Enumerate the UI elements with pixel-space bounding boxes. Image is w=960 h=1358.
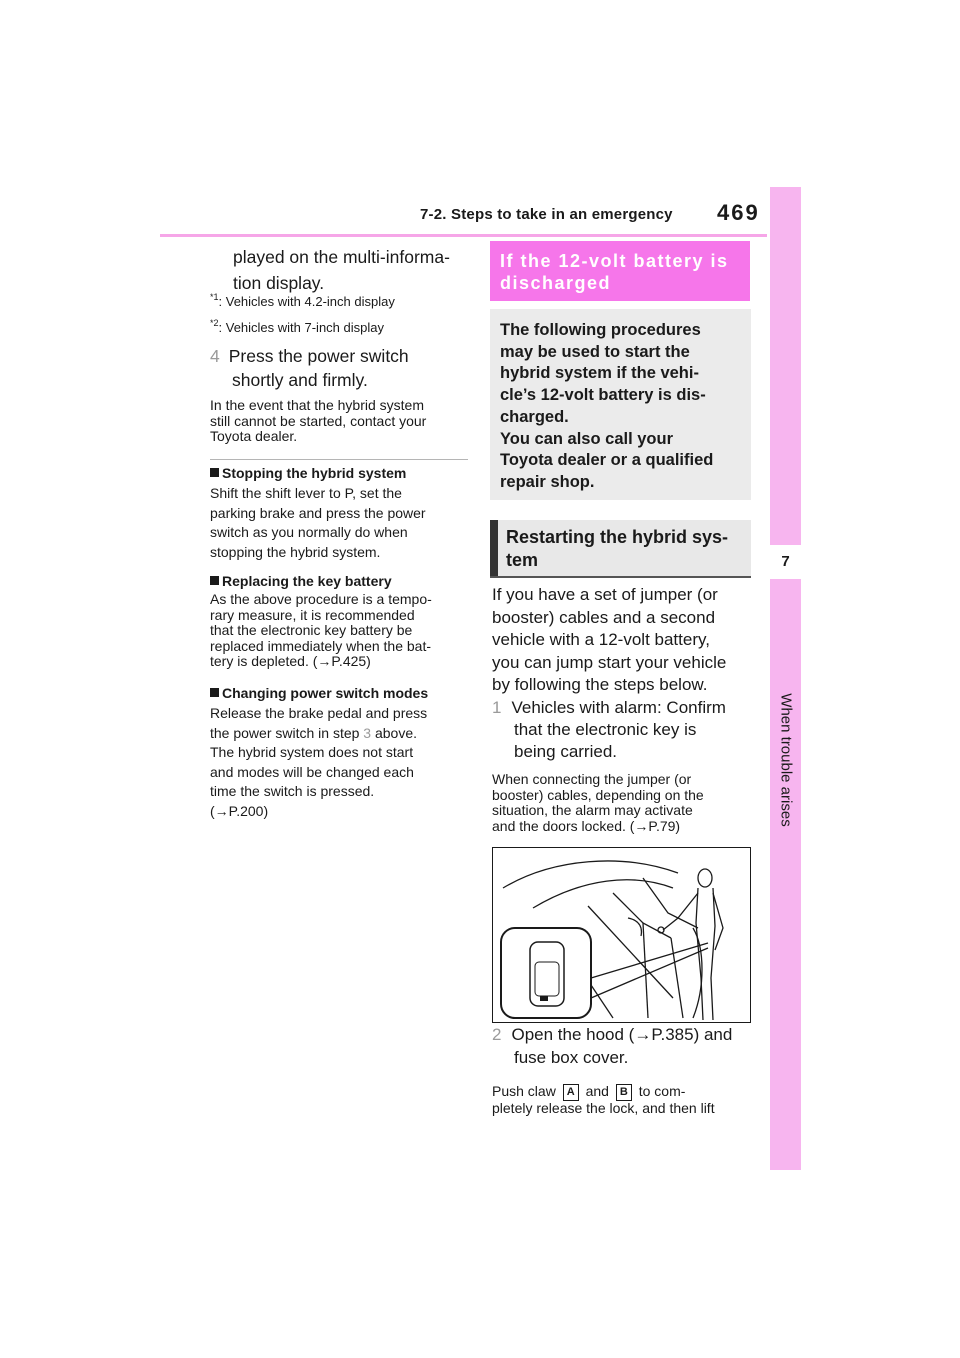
chapter-label: When trouble arises [777, 693, 795, 827]
step-4-note: In the event that the hybrid system still cannot be started, contact your Toyota dealer. [210, 397, 427, 444]
step-1-note: When connecting the jumper (or booster) cables, depending on the situation, the alarm may activate and the doors locked. (→P.79) [492, 771, 704, 834]
page-reference-link[interactable]: P.385) and [651, 1025, 733, 1044]
pink-header-title: If the 12-volt battery is discharged [500, 251, 729, 293]
section-title: 7-2. Steps to take in an emergency [420, 206, 673, 223]
badge-b: B [616, 1084, 632, 1101]
key-battery-section: Replacing the key battery As the above procedure is a tempo- rary measure, it is recommended that the electronic key battery be replaced immediately when the bat- tery is depleted. (→P.425) [210, 573, 432, 669]
subsection-title: Stopping the hybrid system [222, 465, 407, 481]
right-arrow-icon: → [317, 653, 332, 669]
step-number: 2 [492, 1025, 502, 1044]
badge-a: A [563, 1084, 579, 1101]
square-bullet-icon [210, 468, 219, 477]
step-number: 4 [210, 346, 220, 366]
chapter-number: 7 [770, 545, 801, 579]
power-switch-section: Changing power switch modes Release the brake pedal and press the power switch in step 3 above. The hybrid system does not start and modes will be changed each time the switch is pressed. (→P.200) [210, 685, 429, 819]
footnote-1: $^{*1}$: Vehicles with 4.2-inch display [210, 292, 395, 309]
right-arrow-icon: → [214, 802, 229, 819]
square-bullet-icon [210, 688, 219, 697]
step-number: 1 [492, 698, 502, 717]
square-bullet-icon [210, 576, 219, 585]
right-arrow-icon: → [634, 1025, 652, 1044]
section-divider [210, 459, 468, 460]
footnote-2: $^{*2}$: Vehicles with 7-inch display [210, 318, 384, 335]
key-confirmation-illustration [492, 847, 751, 1023]
continued-text: played on the multi-informa- tion display. [233, 247, 450, 293]
restart-paragraph: If you have a set of jumper (or booster) cables and a second vehicle with a 12-volt battery, you can jump start your vehicle by following the steps below. [492, 585, 727, 694]
car-and-person-drawing [493, 848, 750, 1022]
page-reference-link[interactable]: P.200) [228, 802, 269, 819]
step-2: 2 Open the hood (→P.385) and fuse box cover. [492, 1025, 733, 1067]
subsection-title: Replacing the key battery [222, 573, 392, 589]
step-1: 1 Vehicles with alarm: Confirm that the electronic key is being carried. [492, 698, 726, 761]
header-rule [160, 234, 767, 237]
section-underline [490, 576, 751, 578]
step-4: 4 Press the power switch shortly and firmly. [210, 346, 409, 390]
right-arrow-icon: → [634, 817, 649, 834]
summary-text: The following procedures may be used to start the hybrid system if the vehi- cle’s 12-volt battery is dis- charged. You can also call your Toyota dealer or a qualified repair shop. [500, 321, 714, 491]
chapter-tab [770, 187, 801, 1170]
page-reference-link[interactable]: P.425) [331, 653, 371, 669]
subsection-title: Changing power switch modes [222, 685, 429, 701]
stopping-section: Stopping the hybrid system Shift the shift lever to P, set the parking brake and press the power switch as you normally do when stopping the hybrid system. [210, 465, 426, 560]
page-number: 469 [717, 200, 760, 225]
push-claw-note: Push claw A and B to com- pletely release the lock, and then lift [492, 1083, 715, 1116]
restart-section-title: Restarting the hybrid sys- tem [506, 527, 729, 570]
section-accent-bar [490, 520, 498, 578]
page-reference-link[interactable]: P.79) [648, 817, 681, 834]
